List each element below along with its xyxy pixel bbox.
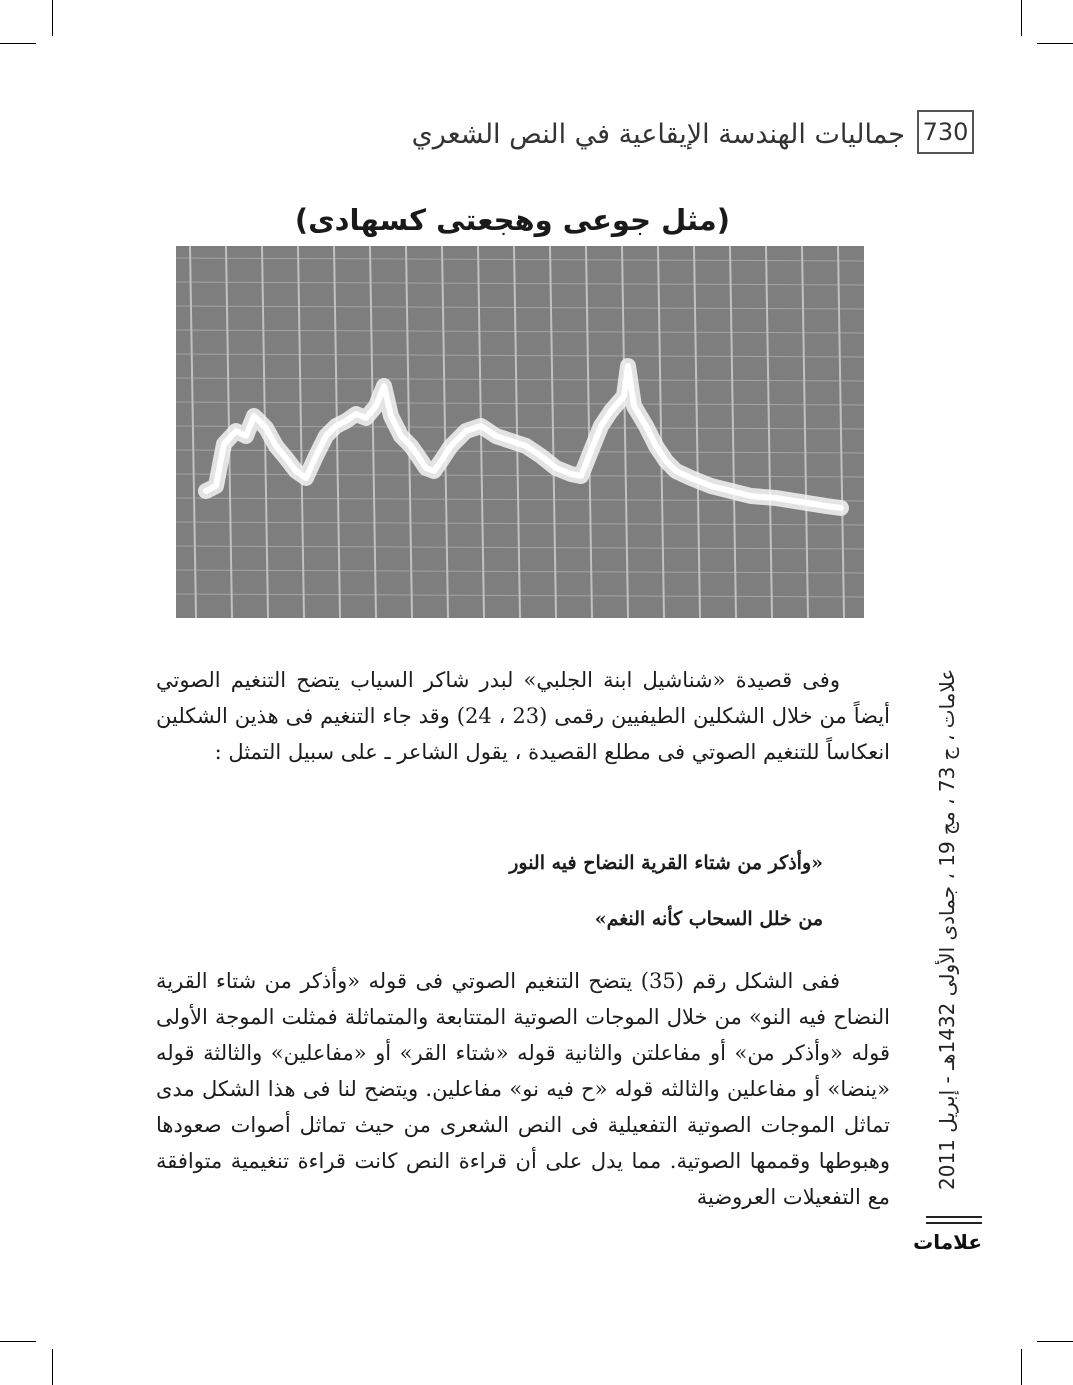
crop-mark (1037, 43, 1073, 44)
paragraph-intro (156, 662, 890, 842)
paragraph-intro-text: وفى قصيدة «شناشيل ابنة الجلبي» لبدر شاكر السياب يتضح التنغيم الصوتي أيضاً من خلال الشكلين الطيفيين رقمى (23 ، 24) وقد جاء التنغيم فى هذين الشكلين انعكاساً للتنغيم الصوتي فى مطلع القصيدة ، يقول الشاعر ـ على سبيل التمثل : (156, 668, 890, 764)
verse-line-2: من خلل السحاب كأنه النغم» (594, 908, 823, 930)
crop-mark (52, 0, 53, 36)
crop-mark (1037, 1341, 1073, 1342)
crop-mark (52, 1349, 53, 1385)
crop-mark (0, 43, 36, 44)
paragraph-analysis (156, 963, 890, 1269)
logo-rule (926, 1222, 982, 1224)
page-number: 730 (917, 110, 974, 154)
running-header-title: جماليات الهندسة الإيقاعية في النص الشعري (411, 119, 905, 150)
crop-mark (0, 1341, 36, 1342)
paragraph-analysis-text: ففى الشكل رقم (35) يتضح التنغيم الصوتي فى قوله «وأذكر من شتاء القرية النضاح فيه النو» من خلال الموجات الصوتية المتتابعة والمتماثلة فمثلت الموجة الأولى قوله «وأذكر من» أو مفاعلتن والثانية قوله «شتاء القر» أو «مفاعلين» والثالثة قوله «ينضا» أو مفاعلين والثالثه قوله «ح فيه نو» مفاعلين. ويتضح لنا فى هذا الشكل مدى تماثل الموجات الصوتية التفعيلية فى النص الشعرى من حيث تماثل أصوات صعودها وهبوطها وقممها الصوتية. مما يدل على أن قراءة النص كانت قراءة تنغيمية متوافقة مع التفعيلات العروضية (156, 969, 890, 1209)
figure-caption: (مثل جوعى وهجعتى كسهادى) (294, 203, 730, 237)
journal-logo (913, 1214, 982, 1266)
logo-text: علامات (913, 1230, 982, 1254)
logo-rule (926, 1216, 982, 1218)
journal-info-vertical: علامات ، ج 73 ، مج 19 ، جمادى الأولى 1432هـ - إبريل 2011 (935, 668, 959, 1190)
verse-line-1: «وأذكر من شتاء القرية النضاح فيه النور (509, 852, 823, 874)
crop-mark (1021, 1349, 1022, 1385)
crop-mark (1021, 0, 1022, 36)
spectrogram-image (176, 246, 864, 618)
